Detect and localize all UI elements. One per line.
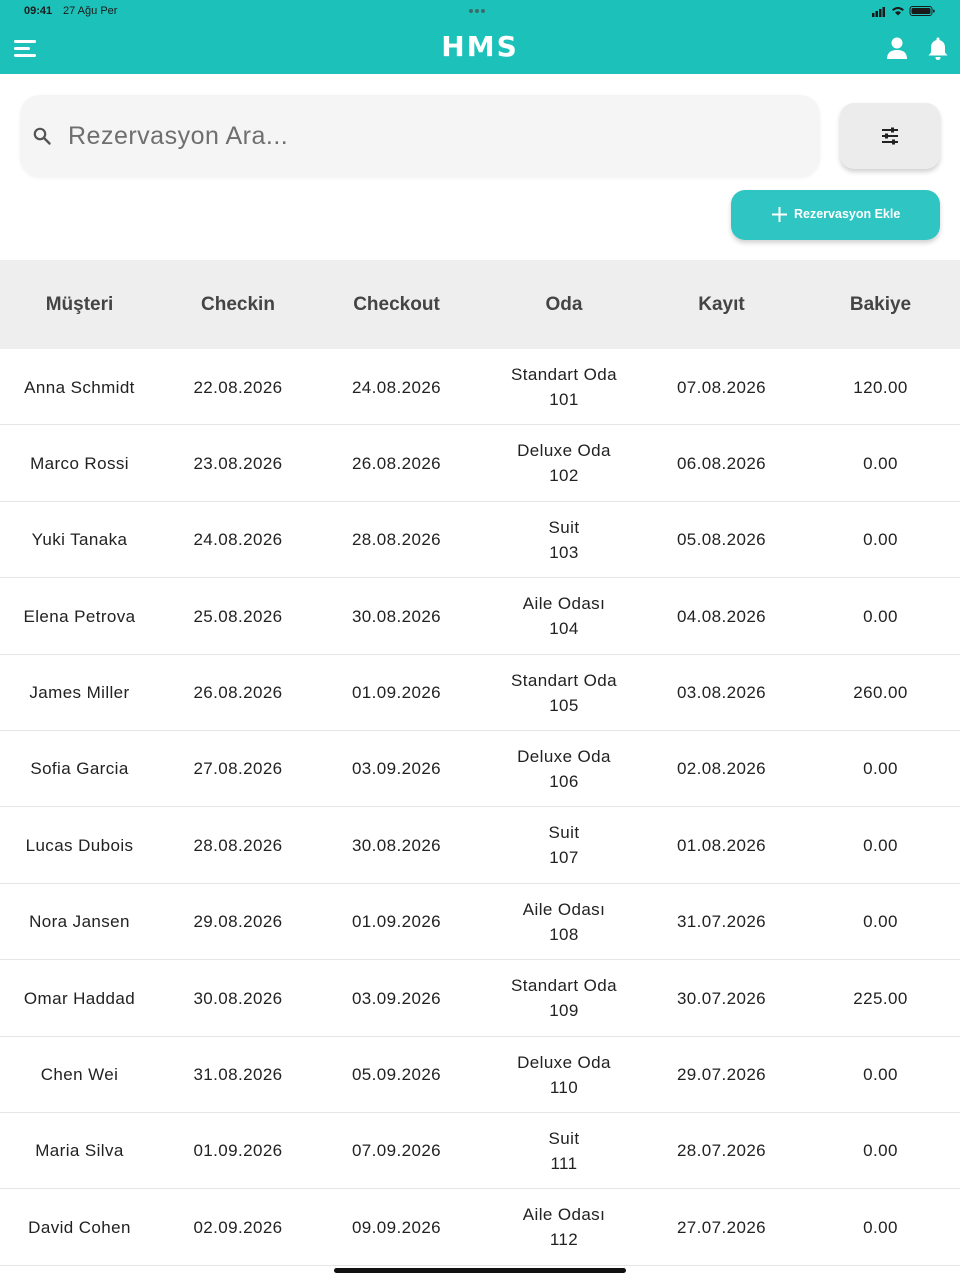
- cell-customer: [0, 807, 159, 883]
- created-date: 27.07.2026: [676, 1217, 767, 1237]
- table-row[interactable]: [0, 807, 960, 883]
- checkout-date: 03.09.2026: [351, 759, 442, 779]
- table-row[interactable]: [0, 731, 960, 807]
- cell-balance: [801, 884, 960, 960]
- checkout-date: 09.09.2026: [351, 1217, 442, 1237]
- checkin-date: 27.08.2026: [193, 759, 283, 779]
- cell-balance: [801, 807, 960, 883]
- cell-created: [642, 1037, 801, 1113]
- cell-checkin: [159, 1037, 317, 1113]
- cell-room: [484, 655, 644, 731]
- user-icon[interactable]: [884, 35, 910, 61]
- cell-checkout: [317, 731, 476, 807]
- cell-checkin: [159, 349, 317, 425]
- room-type: Deluxe Oda: [517, 441, 611, 461]
- cell-room: [484, 1189, 644, 1265]
- cell-created: [642, 502, 801, 578]
- cell-room: [484, 731, 644, 807]
- checkin-date: 25.08.2026: [193, 606, 283, 626]
- cell-room: [484, 884, 644, 960]
- balance-value: 120.00: [853, 377, 908, 397]
- cell-customer: [0, 1189, 159, 1265]
- room-type: Suit: [548, 517, 580, 537]
- cell-checkin: [159, 578, 317, 654]
- cell-room: [484, 349, 644, 425]
- search-input[interactable]: [68, 110, 798, 162]
- checkin-date: 26.08.2026: [193, 683, 283, 703]
- room-type: Suit: [548, 823, 580, 843]
- checkin-date: 29.08.2026: [193, 912, 283, 932]
- room-number: 102: [549, 466, 579, 486]
- checkout-date: 28.08.2026: [351, 530, 442, 550]
- cell-created: [642, 960, 801, 1036]
- room-type: Standart Oda: [511, 365, 617, 384]
- add-reservation-label: Rezervasyon Ekle: [794, 207, 901, 221]
- customer-name: James Miller: [29, 683, 130, 703]
- column-header-customer[interactable]: Müşteri: [45, 294, 114, 315]
- plus-icon: [771, 206, 788, 223]
- checkin-date: 30.08.2026: [193, 988, 283, 1008]
- created-date: 06.08.2026: [676, 453, 767, 473]
- cell-customer: [0, 425, 159, 501]
- status-date: 27 Ağu Per: [63, 5, 118, 17]
- column-header-checkout[interactable]: Checkout: [353, 294, 440, 315]
- table-row[interactable]: [0, 1037, 960, 1113]
- cell-checkout: [317, 1037, 476, 1113]
- created-date: 02.08.2026: [676, 759, 767, 779]
- table-row[interactable]: [0, 655, 960, 731]
- table-row[interactable]: [0, 960, 960, 1036]
- checkout-date: 24.08.2026: [351, 377, 442, 397]
- room-type: Standart Oda: [511, 670, 617, 690]
- status-time: 09:41: [24, 5, 53, 17]
- cell-room: [484, 502, 644, 578]
- balance-value: 260.00: [853, 683, 908, 703]
- cell-room: [484, 960, 644, 1036]
- cell-checkin: [159, 502, 317, 578]
- customer-name: Elena Petrova: [23, 606, 136, 626]
- room-number: 104: [549, 619, 579, 639]
- balance-value: 0.00: [863, 1141, 898, 1161]
- cell-checkout: [317, 655, 476, 731]
- cell-customer: [0, 349, 159, 425]
- customer-name: Nora Jansen: [29, 912, 130, 932]
- home-indicator: [334, 1268, 626, 1273]
- customer-name: Anna Schmidt: [24, 377, 135, 397]
- app-logo: HMS: [441, 30, 519, 63]
- created-date: 31.07.2026: [676, 912, 767, 932]
- cell-customer: [0, 960, 159, 1036]
- created-date: 28.07.2026: [676, 1141, 767, 1161]
- room-type: Aile Odası: [522, 594, 606, 614]
- cell-checkout: [317, 807, 476, 883]
- balance-value: 0.00: [863, 530, 898, 550]
- cell-checkin: [159, 807, 317, 883]
- balance-value: 0.00: [863, 835, 898, 855]
- balance-value: 0.00: [863, 1065, 898, 1085]
- status-indicators-icon: [872, 5, 938, 17]
- cell-checkout: [317, 578, 476, 654]
- customer-name: Maria Silva: [35, 1141, 124, 1161]
- room-type: Aile Odası: [522, 899, 606, 919]
- cell-created: [642, 1189, 801, 1265]
- cell-customer: [0, 1113, 159, 1189]
- checkin-date: 28.08.2026: [193, 835, 283, 855]
- customer-name: David Cohen: [28, 1217, 131, 1237]
- room-type: Deluxe Oda: [517, 746, 611, 766]
- cell-balance: [801, 425, 960, 501]
- room-type: Suit: [548, 1128, 580, 1148]
- room-number: 110: [549, 1077, 579, 1097]
- cell-checkin: [159, 960, 317, 1036]
- cell-customer: [0, 1037, 159, 1113]
- room-number: 107: [549, 848, 579, 868]
- cell-customer: [0, 884, 159, 960]
- column-header-checkin[interactable]: Checkin: [201, 294, 275, 315]
- balance-value: 0.00: [863, 912, 898, 932]
- sliders-icon: [880, 127, 900, 145]
- created-date: 04.08.2026: [676, 606, 767, 626]
- checkout-date: 01.09.2026: [351, 912, 442, 932]
- cell-checkout: [317, 1189, 476, 1265]
- checkin-date: 24.08.2026: [193, 530, 283, 550]
- room-number: 101: [549, 390, 579, 409]
- checkin-date: 22.08.2026: [193, 377, 283, 397]
- cell-room: [484, 1037, 644, 1113]
- room-number: 112: [549, 1230, 579, 1250]
- status-bar: [0, 0, 960, 22]
- cell-created: [642, 807, 801, 883]
- customer-name: Sofia Garcia: [30, 759, 129, 779]
- cell-checkin: [159, 1113, 317, 1189]
- table-header: [0, 260, 960, 349]
- table-body: [0, 349, 960, 1266]
- cell-checkin: [159, 655, 317, 731]
- cell-balance: [801, 1113, 960, 1189]
- checkin-date: 02.09.2026: [193, 1217, 283, 1237]
- cell-room: [484, 807, 644, 883]
- balance-value: 0.00: [863, 453, 898, 473]
- checkout-date: 26.08.2026: [351, 453, 442, 473]
- balance-value: 0.00: [863, 606, 898, 626]
- cell-checkin: [159, 731, 317, 807]
- bell-icon[interactable]: [925, 35, 951, 61]
- cell-created: [642, 349, 801, 425]
- balance-value: 0.00: [863, 1217, 898, 1237]
- cell-customer: [0, 502, 159, 578]
- checkin-date: 23.08.2026: [193, 453, 283, 473]
- table-row[interactable]: [0, 502, 960, 578]
- customer-name: Lucas Dubois: [25, 835, 134, 855]
- cell-balance: [801, 655, 960, 731]
- menu-icon[interactable]: [14, 38, 38, 58]
- checkin-date: 31.08.2026: [193, 1065, 283, 1085]
- created-date: 01.08.2026: [676, 835, 767, 855]
- room-number: 111: [550, 1153, 578, 1173]
- checkout-date: 05.09.2026: [351, 1065, 442, 1085]
- customer-name: Yuki Tanaka: [31, 530, 128, 550]
- reservations-table: [0, 260, 960, 1266]
- balance-value: 225.00: [853, 988, 908, 1008]
- table-row[interactable]: [0, 349, 960, 425]
- customer-name: Chen Wei: [40, 1065, 119, 1085]
- filter-button[interactable]: [840, 103, 940, 169]
- search-icon: [32, 126, 52, 146]
- multitask-dots-icon[interactable]: [469, 9, 491, 13]
- cell-checkin: [159, 425, 317, 501]
- room-number: 106: [549, 771, 579, 791]
- cell-balance: [801, 731, 960, 807]
- cell-room: [484, 425, 644, 501]
- created-date: 29.07.2026: [676, 1065, 767, 1085]
- room-number: 108: [549, 924, 579, 944]
- cell-checkout: [317, 425, 476, 501]
- cell-checkin: [159, 884, 317, 960]
- cell-created: [642, 731, 801, 807]
- created-date: 07.08.2026: [676, 377, 767, 397]
- cell-created: [642, 655, 801, 731]
- table-row[interactable]: [0, 1113, 960, 1189]
- cell-customer: [0, 731, 159, 807]
- cell-checkin: [159, 1189, 317, 1265]
- add-reservation-button[interactable]: [731, 190, 940, 240]
- room-number: 109: [549, 1001, 579, 1021]
- cell-checkout: [317, 349, 476, 425]
- balance-value: 0.00: [863, 759, 898, 779]
- cell-room: [484, 578, 644, 654]
- app-header: [0, 0, 960, 74]
- customer-name: Marco Rossi: [30, 453, 129, 473]
- cell-checkout: [317, 1113, 476, 1189]
- cell-created: [642, 1113, 801, 1189]
- room-number: 105: [549, 695, 579, 715]
- created-date: 05.08.2026: [676, 530, 767, 550]
- column-header-room[interactable]: Oda: [545, 294, 583, 315]
- cell-balance: [801, 502, 960, 578]
- cell-created: [642, 578, 801, 654]
- room-type: Aile Odası: [522, 1205, 606, 1225]
- customer-name: Omar Haddad: [23, 988, 136, 1008]
- cell-checkout: [317, 884, 476, 960]
- room-type: Standart Oda: [511, 976, 617, 996]
- room-type: Deluxe Oda: [517, 1052, 611, 1072]
- table-row[interactable]: [0, 578, 960, 654]
- cell-balance: [801, 960, 960, 1036]
- created-date: 30.07.2026: [676, 988, 767, 1008]
- table-row[interactable]: [0, 1189, 960, 1265]
- cell-customer: [0, 578, 159, 654]
- cell-created: [642, 425, 801, 501]
- column-header-created[interactable]: Kayıt: [698, 294, 745, 315]
- cell-balance: [801, 349, 960, 425]
- column-header-balance[interactable]: Bakiye: [849, 294, 912, 315]
- cell-created: [642, 884, 801, 960]
- table-row[interactable]: [0, 425, 960, 501]
- table-row[interactable]: [0, 884, 960, 960]
- cell-balance: [801, 1189, 960, 1265]
- checkout-date: 03.09.2026: [351, 988, 442, 1008]
- cell-checkout: [317, 502, 476, 578]
- cell-checkout: [317, 960, 476, 1036]
- checkin-date: 01.09.2026: [193, 1141, 283, 1161]
- cell-balance: [801, 1037, 960, 1113]
- cell-customer: [0, 655, 159, 731]
- room-number: 103: [549, 542, 579, 562]
- created-date: 03.08.2026: [676, 683, 767, 703]
- checkout-date: 30.08.2026: [351, 606, 442, 626]
- checkout-date: 30.08.2026: [351, 835, 442, 855]
- checkout-date: 01.09.2026: [351, 683, 442, 703]
- checkout-date: 07.09.2026: [351, 1141, 442, 1161]
- cell-balance: [801, 578, 960, 654]
- cell-room: [484, 1113, 644, 1189]
